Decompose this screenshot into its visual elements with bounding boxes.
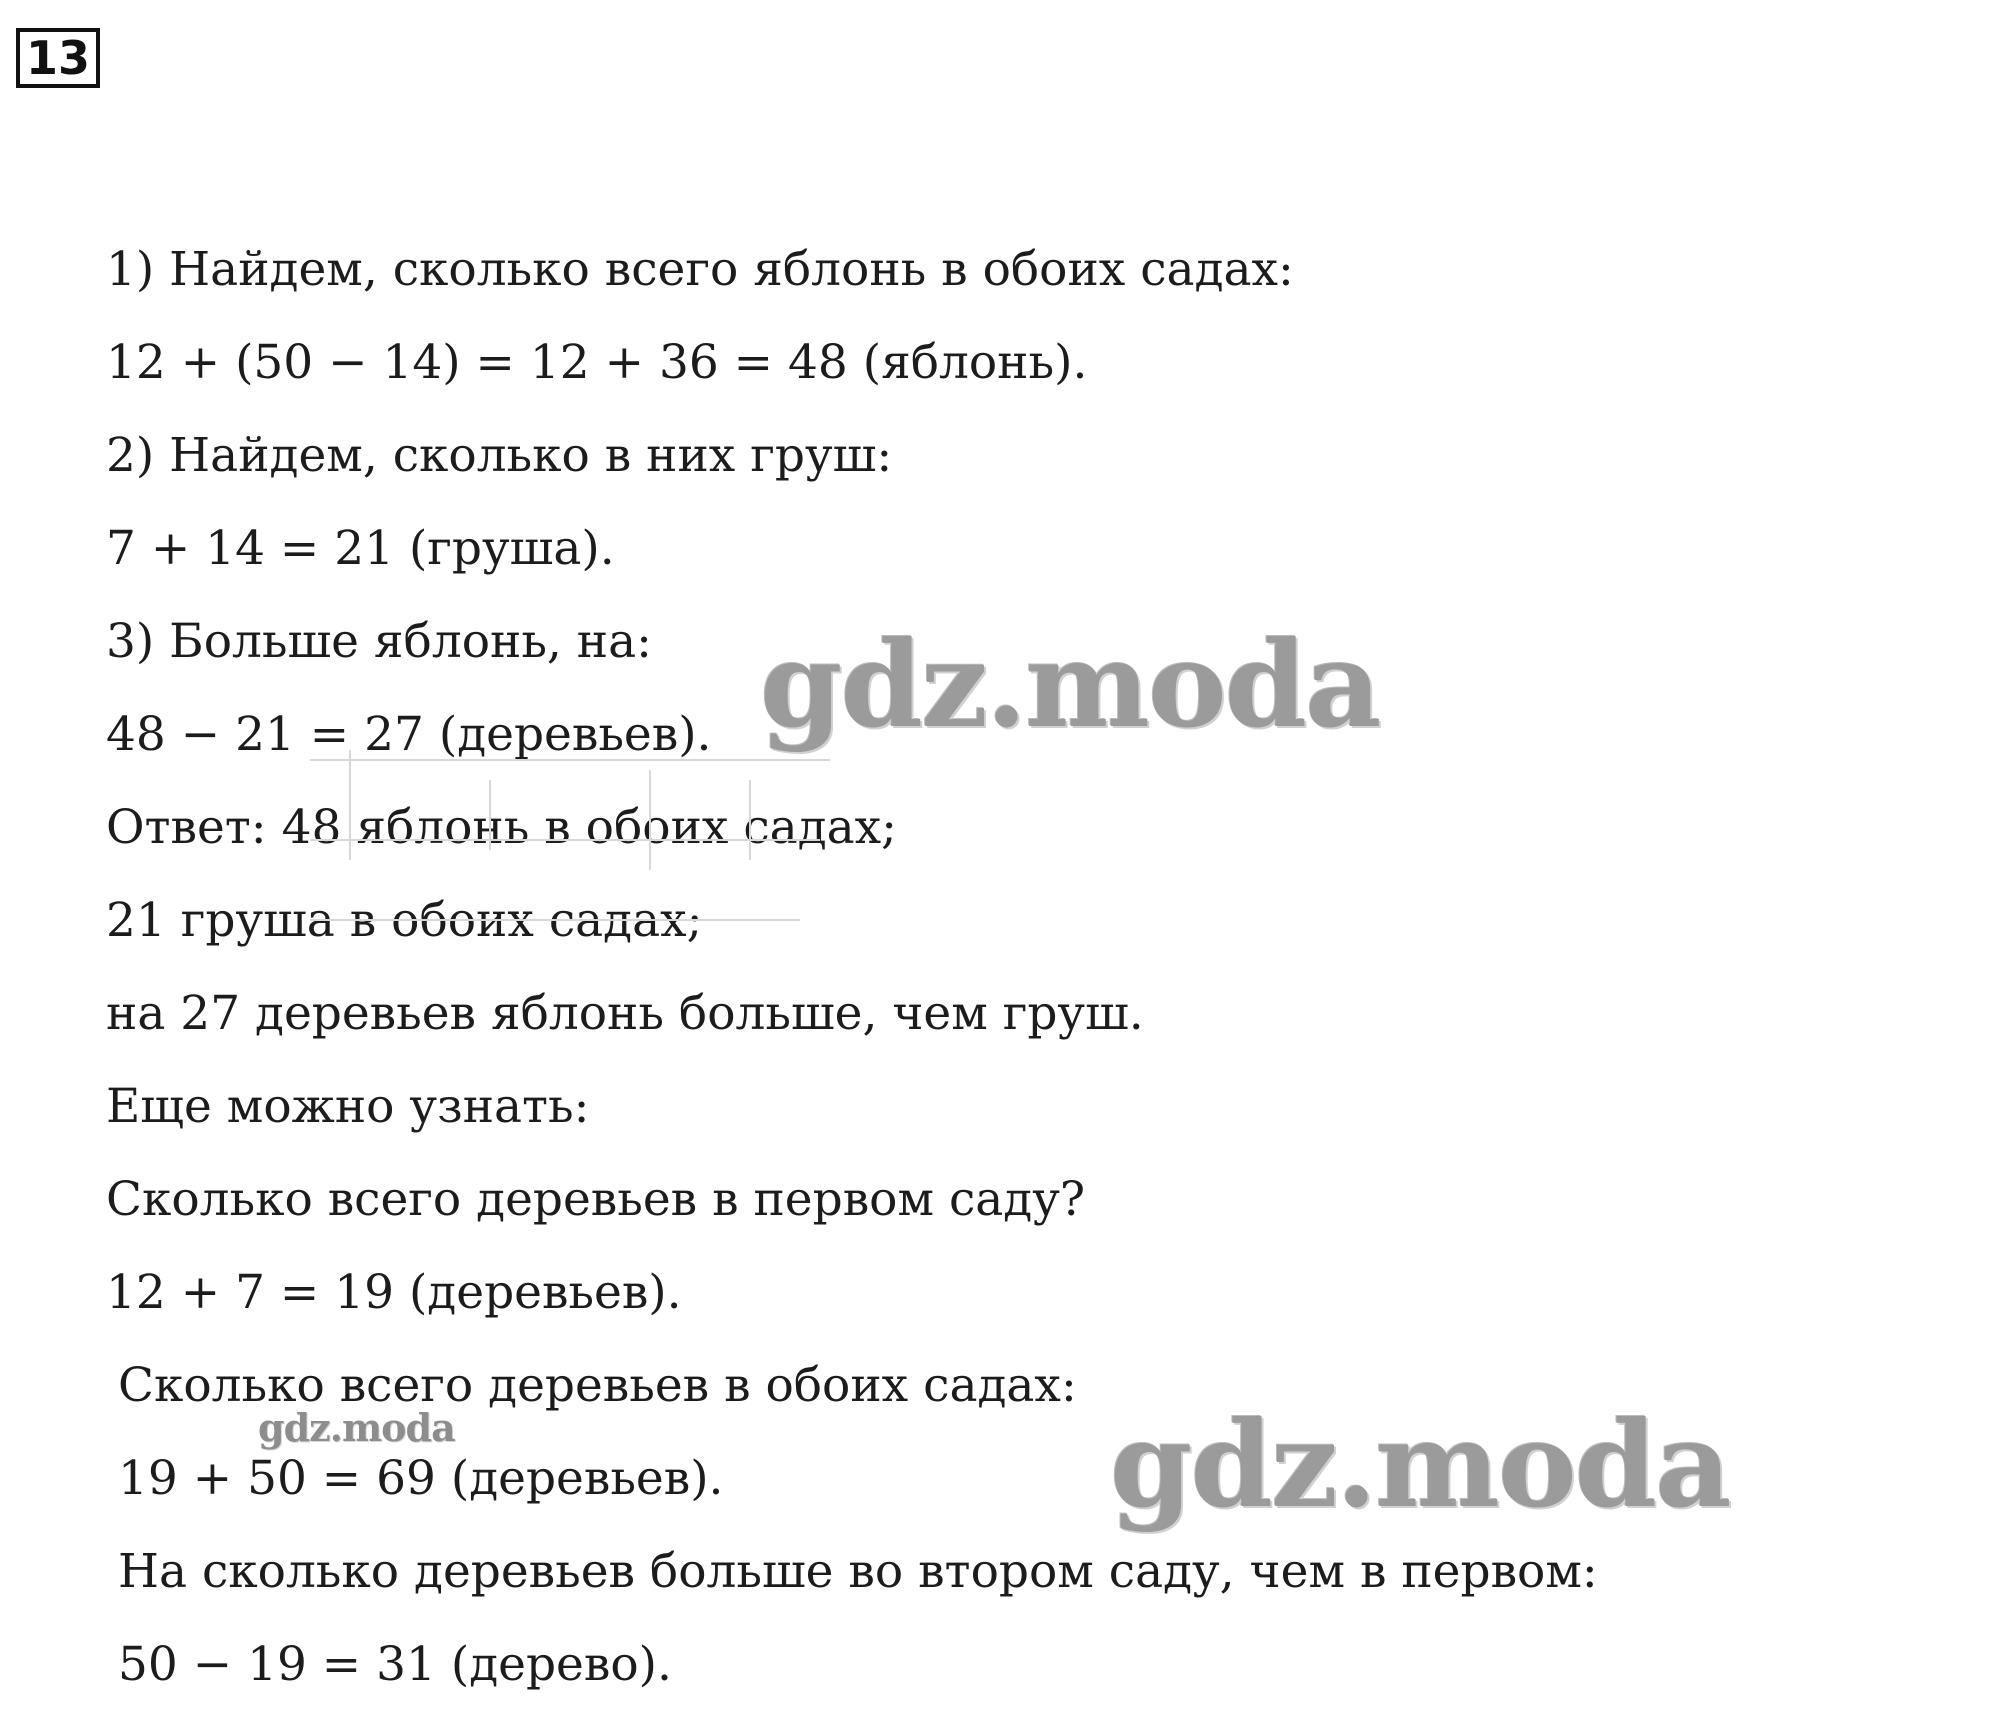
answer-line-1: Ответ: 48 яблонь в обоих садах; [106,800,897,855]
solution-line-6: 48 − 21 = 27 (деревьев). [106,707,712,762]
task-number-box: 13 [16,28,100,88]
solution-line-5: 3) Больше яблонь, на: [106,614,652,669]
solution-line-3: 2) Найдем, сколько в них груш: [106,428,893,483]
solution-line-1: 1) Найдем, сколько всего яблонь в обоих садах: [106,242,1294,297]
watermark-logo-small: gdz.moda [258,1405,455,1450]
solution-line-2: 12 + (50 − 14) = 12 + 36 = 48 (яблонь). [106,335,1088,390]
extra-question-2: Сколько всего деревьев в обоих садах: [118,1358,1077,1413]
solution-line-4: 7 + 14 = 21 (груша). [106,521,615,576]
extra-heading: Еще можно узнать: [106,1079,590,1134]
answer-line-3: на 27 деревьев яблонь больше, чем груш. [106,986,1144,1041]
extra-question-3: На сколько деревьев больше во втором саду, чем в первом: [118,1544,1598,1599]
extra-question-1: Сколько всего деревьев в первом саду? [106,1172,1086,1227]
extra-solution-1: 12 + 7 = 19 (деревьев). [106,1265,682,1320]
watermark-logo-2: gdz.moda [1110,1395,1730,1534]
watermark-logo-1: gdz.moda [760,615,1380,754]
extra-solution-3: 50 − 19 = 31 (дерево). [118,1637,672,1692]
answer-line-2: 21 груша в обоих садах; [106,893,703,948]
extra-solution-2: 19 + 50 = 69 (деревьев). [118,1451,724,1506]
